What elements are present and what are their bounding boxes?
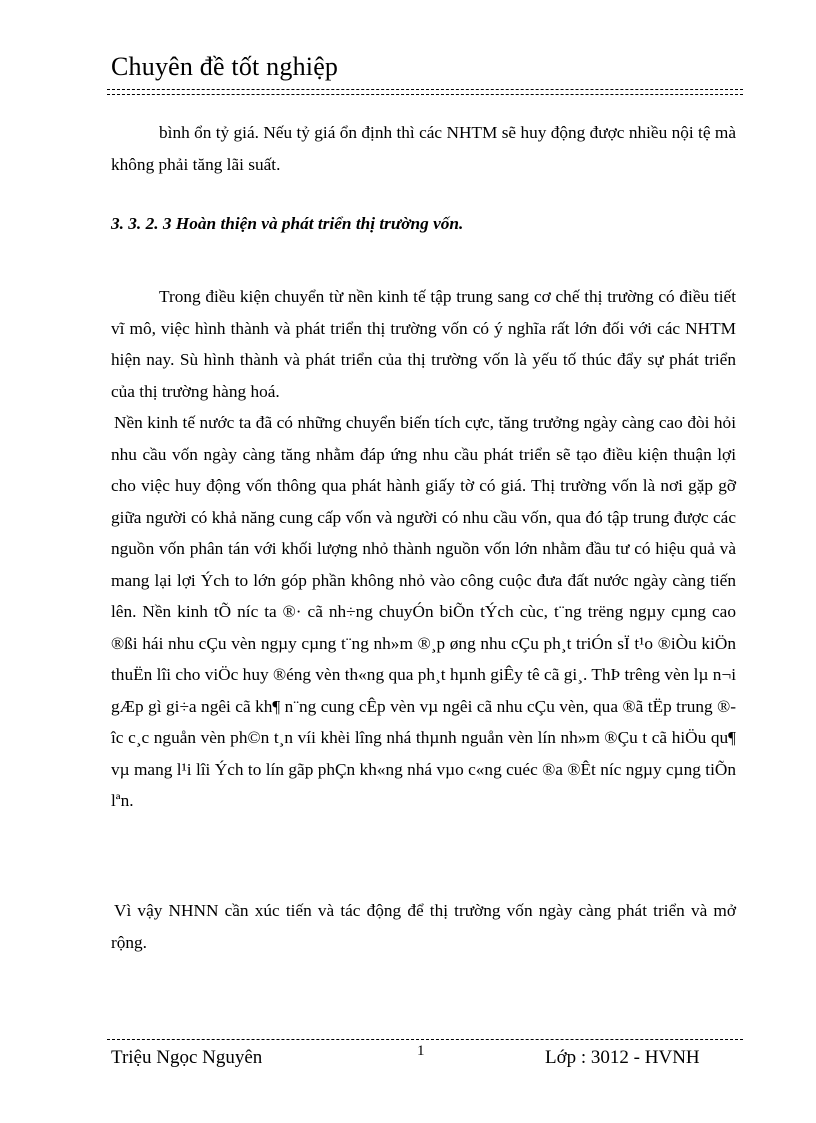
footer-page-number: 1: [417, 1043, 425, 1059]
document-header-title: Chuyên đề tốt nghiệp: [111, 52, 339, 81]
paragraph-exchange-rate: bình ổn tỷ giá. Nếu tỷ giá ổn định thì các NHTM sẽ huy động được nhiều nội tệ mà không phải tăng lãi suất.: [111, 123, 736, 174]
footer-divider: [107, 1039, 743, 1040]
header-divider: [107, 89, 743, 90]
footer-author: Triệu Ngọc Nguyên: [111, 1047, 263, 1068]
header-divider-second: [107, 94, 743, 95]
paragraph-capital-market-intro: Trong điều kiện chuyển từ nền kinh tế tập trung sang cơ chế thị trường có điều tiết vĩ mô, việc hình thành và phát triển thị trường vốn có ý nghĩa rất lớn đối với các NHTM hiện nay. Sù hình thành và phát triển của thị trường vốn là yếu tố thúc đẩy sự phát triển của thị trường hàng hoá.: [111, 287, 736, 401]
footer-class-label: Lớp : 3012 - HVNH: [545, 1047, 700, 1068]
section-heading: 3. 3. 2. 3 Hoàn thiện và phát triển thị trường vốn.: [111, 214, 464, 233]
paragraph-capital-market-body: Nền kinh tế nước ta đã có những chuyển biến tích cực, tăng trưởng ngày càng cao đòi hỏi nhu cầu vốn ngày càng tăng nhằm đáp ứng nhu cầu phát triển sẽ tạo điều kiện thuận lợi cho việc huy động vốn thông qua phát hành giấy tờ có giá. Thị trường vốn là nơi gặp gỡ giữa người có khả năng cung cấp vốn và người có nhu cầu vốn, qua đó tập trung được các nguồn vốn phân tán với khối lượng nhỏ thành nguồn vốn lớn nhằm đầu tư có hiệu quả và mang lại lợi Ých to lớn góp phần không nhỏ vào công cuộc đưa đất nước ngày càng tiến lên. Nền kinh tÕ níc ta ®· cã nh÷ng chuyÓn biÕn tÝch cùc, t¨ng trëng ngµy cµng cao ®ßi hái nhu cÇu vèn ngµy cµng t¨ng nh»m ®¸p øng nhu cÇu ph¸t triÓn sÏ t¹o ®iÒu kiÖn thuËn lîi cho viÖc huy ®éng vèn th«ng qua ph¸t hµnh giÊy tê cã gi¸. ThÞ trêng vèn lµ n¬i gÆp gì gi÷a ngêi cã kh¶ n¨ng cung cÊp vèn vµ ngêi cã nhu cÇu vèn, qua ®ã tËp trung ®îc c¸c nguån vèn ph©n t¸n víi khèi lîng nhá thµnh nguån vèn lín nh»m ®Çu t cã hiÖu qu¶ vµ mang l¹i lîi Ých to lín gãp phÇn kh«ng nhá vµo c«ng cuéc ®a ®Êt níc ngµy cµng tiÕn lªn.: [111, 413, 736, 810]
paragraph-conclusion: Vì vậy NHNN cần xúc tiến và tác động để thị trường vốn ngày càng phát triển và mở rộng.: [111, 901, 736, 952]
